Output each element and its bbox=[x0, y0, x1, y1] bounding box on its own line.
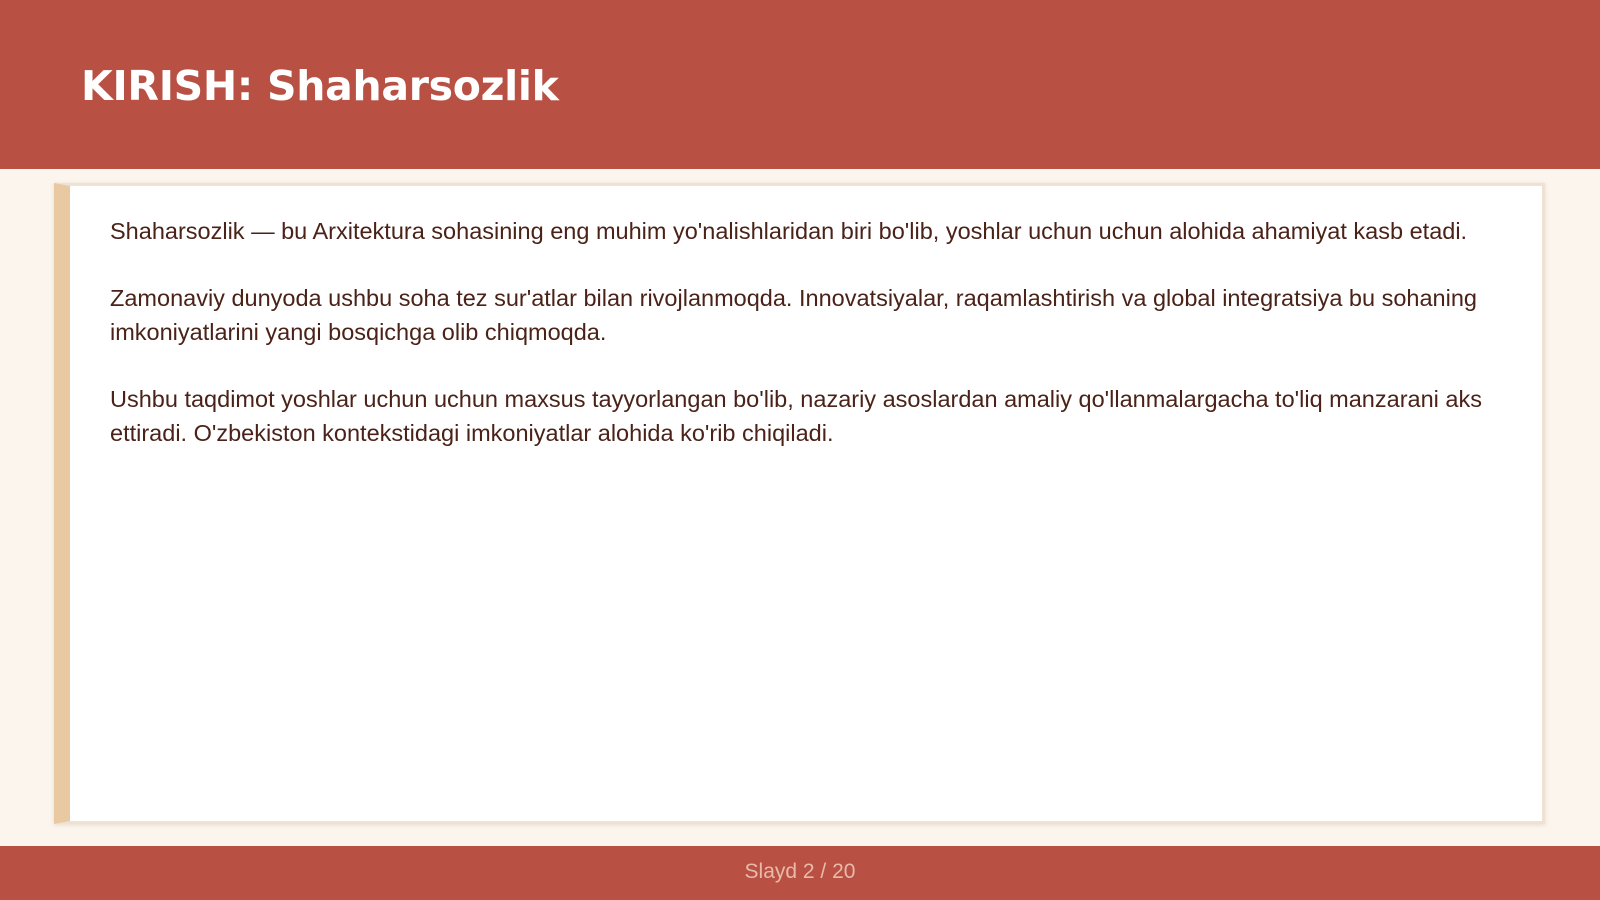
paragraph-list bbox=[110, 214, 1510, 483]
content-card bbox=[54, 183, 1545, 824]
slide-header bbox=[0, 0, 1600, 169]
slide-footer bbox=[0, 846, 1600, 900]
presentation-paragraph: Ushbu taqdimot yoshlar uchun uchun maxsus tayyorlangan bo'lib, nazariy asoslardan amaliy qo'llanmalargacha to'liq manzarani aks ettiradi. O'zbekiston kontekstidagi imkoniyatlar alohida ko'rib chiqiladi. bbox=[110, 386, 1482, 446]
slide-title: KIRISH: Shaharsozlik bbox=[81, 62, 559, 110]
slide-number: Slayd 2 / 20 bbox=[744, 860, 856, 883]
intro-paragraph: Shaharsozlik — bu Arxitektura sohasining eng muhim yo'nalishlaridan biri bo'lib, yoshlar uchun uchun alohida ahamiyat kasb etadi. bbox=[110, 218, 1468, 244]
development-paragraph: Zamonaviy dunyoda ushbu soha tez sur'atlar bilan rivojlanmoqda. Innovatsiyalar, raqamlashtirish va global integratsiya bu sohaning imkoniyatlarini yangi bosqichga olib chiqmoqda. bbox=[110, 285, 1477, 345]
